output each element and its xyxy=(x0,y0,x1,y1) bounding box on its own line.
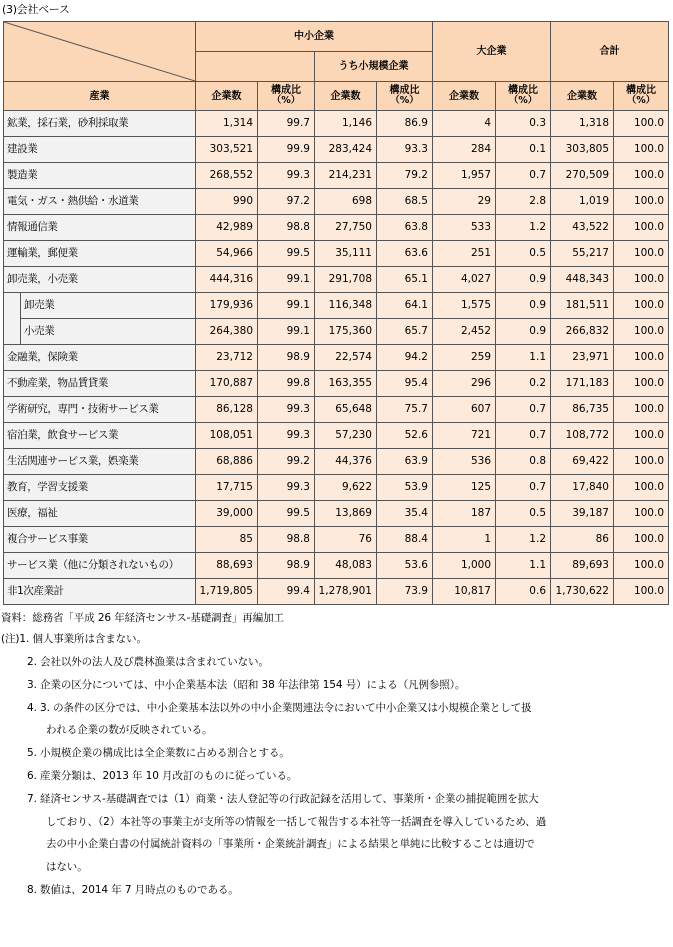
small-ratio-cell: 73.9 xyxy=(377,579,433,605)
total-count-cell: 270,509 xyxy=(551,163,614,189)
table-body xyxy=(4,111,669,605)
ratio-line2: （%） xyxy=(390,95,419,107)
header-sme-blank xyxy=(196,52,315,82)
large-count-cell: 533 xyxy=(433,215,496,241)
note-2: 2. 会社以外の法人及び農林漁業は含まれていない。 xyxy=(27,656,269,668)
small-count-cell: 65,648 xyxy=(315,397,377,423)
industry-label: 宿泊業，飲食サービス業 xyxy=(4,423,196,449)
table-row xyxy=(4,475,669,501)
table-row xyxy=(4,371,669,397)
industry-label: 教育，学習支援業 xyxy=(4,475,196,501)
sme-count-cell: 68,886 xyxy=(196,449,258,475)
industry-label: サービス業（他に分類されないもの） xyxy=(4,553,196,579)
total-count-cell: 181,511 xyxy=(551,293,614,319)
small-ratio-cell: 65.1 xyxy=(377,267,433,293)
column-header-row xyxy=(4,82,669,111)
sme-count-cell: 1,314 xyxy=(196,111,258,137)
large-ratio-cell: 1.2 xyxy=(496,527,551,553)
note-7-cont-2: 去の中小企業白書の付属統計資料の「事業所・企業統計調査」による結果と単純に比較することは適切で xyxy=(46,838,535,850)
large-ratio-cell: 0.9 xyxy=(496,293,551,319)
header-small: うち小規模企業 xyxy=(315,52,433,82)
note-6: 6. 産業分類は、2013 年 10 月改訂のものに従っている。 xyxy=(27,770,298,782)
industry-label: 卸売業 xyxy=(21,293,196,319)
large-count-cell: 1,575 xyxy=(433,293,496,319)
large-ratio-cell: 0.3 xyxy=(496,111,551,137)
industry-label: 学術研究，専門・技術サービス業 xyxy=(4,397,196,423)
sme-ratio-cell: 99.8 xyxy=(258,371,315,397)
note-8: 8. 数値は、2014 年 7 月時点のものである。 xyxy=(27,884,239,896)
large-count-cell: 284 xyxy=(433,137,496,163)
table-row xyxy=(4,579,669,605)
industry-label: 金融業，保険業 xyxy=(4,345,196,371)
table-row xyxy=(4,241,669,267)
large-ratio-cell: 0.7 xyxy=(496,397,551,423)
large-count-cell: 1,957 xyxy=(433,163,496,189)
sme-ratio-cell: 98.8 xyxy=(258,215,315,241)
sme-count-cell: 264,380 xyxy=(196,319,258,345)
large-ratio-cell: 0.9 xyxy=(496,267,551,293)
large-count-cell: 536 xyxy=(433,449,496,475)
sme-count-cell: 88,693 xyxy=(196,553,258,579)
small-count-cell: 163,355 xyxy=(315,371,377,397)
total-ratio-cell: 100.0 xyxy=(614,553,669,579)
small-count-cell: 57,230 xyxy=(315,423,377,449)
total-ratio-cell: 100.0 xyxy=(614,137,669,163)
header-total-count: 企業数 xyxy=(551,82,614,111)
large-count-cell: 607 xyxy=(433,397,496,423)
table-row xyxy=(4,111,669,137)
sme-count-cell: 268,552 xyxy=(196,163,258,189)
note-5: 5. 小規模企業の構成比は全企業数に占める割合とする。 xyxy=(27,747,290,759)
sme-count-cell: 108,051 xyxy=(196,423,258,449)
large-ratio-cell: 1.2 xyxy=(496,215,551,241)
total-ratio-cell: 100.0 xyxy=(614,189,669,215)
large-count-cell: 1,000 xyxy=(433,553,496,579)
large-count-cell: 4 xyxy=(433,111,496,137)
sme-ratio-cell: 98.8 xyxy=(258,527,315,553)
small-count-cell: 214,231 xyxy=(315,163,377,189)
total-count-cell: 303,805 xyxy=(551,137,614,163)
industry-label: 生活関連サービス業，娯楽業 xyxy=(4,449,196,475)
note-7: 7. 経済センサス-基礎調査では（1）商業・法人登記等の行政記録を活用して、事業所・企業の捕捉範囲を拡大 xyxy=(27,793,539,805)
table-row xyxy=(4,501,669,527)
small-ratio-cell: 63.9 xyxy=(377,449,433,475)
total-ratio-cell: 100.0 xyxy=(614,449,669,475)
small-ratio-cell: 79.2 xyxy=(377,163,433,189)
industry-label: 卸売業，小売業 xyxy=(4,267,196,293)
large-count-cell: 259 xyxy=(433,345,496,371)
large-count-cell: 10,817 xyxy=(433,579,496,605)
ratio-line2: （%） xyxy=(626,95,656,107)
small-ratio-cell: 86.9 xyxy=(377,111,433,137)
total-count-cell: 1,318 xyxy=(551,111,614,137)
large-ratio-cell: 0.6 xyxy=(496,579,551,605)
sme-ratio-cell: 99.5 xyxy=(258,241,315,267)
sme-ratio-cell: 99.1 xyxy=(258,319,315,345)
total-ratio-cell: 100.0 xyxy=(614,111,669,137)
total-count-cell: 89,693 xyxy=(551,553,614,579)
small-count-cell: 1,146 xyxy=(315,111,377,137)
small-ratio-cell: 63.8 xyxy=(377,215,433,241)
sme-ratio-cell: 99.1 xyxy=(258,293,315,319)
small-count-cell: 48,083 xyxy=(315,553,377,579)
sme-count-cell: 170,887 xyxy=(196,371,258,397)
total-ratio-cell: 100.0 xyxy=(614,267,669,293)
sme-ratio-cell: 99.3 xyxy=(258,163,315,189)
total-count-cell: 448,343 xyxy=(551,267,614,293)
small-ratio-cell: 93.3 xyxy=(377,137,433,163)
small-count-cell: 44,376 xyxy=(315,449,377,475)
large-count-cell: 251 xyxy=(433,241,496,267)
note-1: (注)1. 個人事業所は含まない。 xyxy=(1,633,147,645)
large-ratio-cell: 0.8 xyxy=(496,449,551,475)
industry-label: 不動産業，物品賃貸業 xyxy=(4,371,196,397)
table-row xyxy=(4,293,669,319)
industry-label: 運輸業，郵便業 xyxy=(4,241,196,267)
diagonal-line xyxy=(4,22,195,81)
sme-ratio-cell: 98.9 xyxy=(258,553,315,579)
total-ratio-cell: 100.0 xyxy=(614,163,669,189)
industry-label: 情報通信業 xyxy=(4,215,196,241)
small-ratio-cell: 53.9 xyxy=(377,475,433,501)
sme-ratio-cell: 99.4 xyxy=(258,579,315,605)
total-ratio-cell: 100.0 xyxy=(614,293,669,319)
sme-count-cell: 990 xyxy=(196,189,258,215)
diagonal-corner-cell xyxy=(4,22,196,82)
table-row xyxy=(4,449,669,475)
large-count-cell: 296 xyxy=(433,371,496,397)
industry-label: 電気・ガス・熱供給・水道業 xyxy=(4,189,196,215)
total-ratio-cell: 100.0 xyxy=(614,579,669,605)
sme-ratio-cell: 98.9 xyxy=(258,345,315,371)
sme-ratio-cell: 99.9 xyxy=(258,137,315,163)
sme-count-cell: 85 xyxy=(196,527,258,553)
small-ratio-cell: 68.5 xyxy=(377,189,433,215)
total-count-cell: 108,772 xyxy=(551,423,614,449)
large-ratio-cell: 0.5 xyxy=(496,501,551,527)
sme-ratio-cell: 99.1 xyxy=(258,267,315,293)
large-ratio-cell: 0.7 xyxy=(496,163,551,189)
small-count-cell: 35,111 xyxy=(315,241,377,267)
large-count-cell: 2,452 xyxy=(433,319,496,345)
total-ratio-cell: 100.0 xyxy=(614,527,669,553)
header-large-ratio xyxy=(496,82,551,111)
large-count-cell: 125 xyxy=(433,475,496,501)
ratio-line1: 構成比 xyxy=(626,85,656,97)
total-ratio-cell: 100.0 xyxy=(614,345,669,371)
total-ratio-cell: 100.0 xyxy=(614,241,669,267)
total-ratio-cell: 100.0 xyxy=(614,215,669,241)
sme-ratio-cell: 99.2 xyxy=(258,449,315,475)
small-ratio-cell: 53.6 xyxy=(377,553,433,579)
large-count-cell: 4,027 xyxy=(433,267,496,293)
sme-count-cell: 179,936 xyxy=(196,293,258,319)
large-ratio-cell: 0.1 xyxy=(496,137,551,163)
sme-count-cell: 42,989 xyxy=(196,215,258,241)
header-sme-ratio xyxy=(258,82,315,111)
total-ratio-cell: 100.0 xyxy=(614,371,669,397)
small-count-cell: 175,360 xyxy=(315,319,377,345)
total-count-cell: 1,019 xyxy=(551,189,614,215)
small-ratio-cell: 64.1 xyxy=(377,293,433,319)
small-ratio-cell: 88.4 xyxy=(377,527,433,553)
table-row xyxy=(4,319,669,345)
table-row xyxy=(4,137,669,163)
small-count-cell: 698 xyxy=(315,189,377,215)
header-total: 合計 xyxy=(551,22,669,82)
sme-count-cell: 23,712 xyxy=(196,345,258,371)
indent-cell xyxy=(4,293,21,319)
header-large: 大企業 xyxy=(433,22,551,82)
small-count-cell: 13,869 xyxy=(315,501,377,527)
sme-count-cell: 17,715 xyxy=(196,475,258,501)
small-ratio-cell: 52.6 xyxy=(377,423,433,449)
small-count-cell: 22,574 xyxy=(315,345,377,371)
ratio-line2: （%） xyxy=(271,95,301,107)
ratio-line1: 構成比 xyxy=(271,85,301,97)
table-row xyxy=(4,189,669,215)
small-count-cell: 291,708 xyxy=(315,267,377,293)
large-ratio-cell: 1.1 xyxy=(496,553,551,579)
small-ratio-cell: 94.2 xyxy=(377,345,433,371)
large-count-cell: 721 xyxy=(433,423,496,449)
table-row xyxy=(4,345,669,371)
table-row xyxy=(4,553,669,579)
small-count-cell: 116,348 xyxy=(315,293,377,319)
header-industry: 産業 xyxy=(4,82,196,111)
section-title: (3)会社ベース xyxy=(2,3,70,16)
sme-ratio-cell: 99.3 xyxy=(258,475,315,501)
sme-ratio-cell: 99.5 xyxy=(258,501,315,527)
total-count-cell: 1,730,622 xyxy=(551,579,614,605)
small-ratio-cell: 95.4 xyxy=(377,371,433,397)
large-ratio-cell: 0.5 xyxy=(496,241,551,267)
sme-count-cell: 39,000 xyxy=(196,501,258,527)
source-note: 資料：総務省「平成 26 年経済センサス-基礎調査」再編加工 xyxy=(1,612,284,624)
small-ratio-cell: 75.7 xyxy=(377,397,433,423)
sme-count-cell: 303,521 xyxy=(196,137,258,163)
total-count-cell: 17,840 xyxy=(551,475,614,501)
sme-ratio-cell: 99.7 xyxy=(258,111,315,137)
large-ratio-cell: 1.1 xyxy=(496,345,551,371)
note-7-cont-3: はない。 xyxy=(46,861,88,873)
total-count-cell: 171,183 xyxy=(551,371,614,397)
table-row xyxy=(4,215,669,241)
sme-ratio-cell: 97.2 xyxy=(258,189,315,215)
large-ratio-cell: 0.2 xyxy=(496,371,551,397)
note-7-cont-1: しており、（2）本社等の事業主が支所等の情報を一括して報告する本社等一括調査を導入しているため、過 xyxy=(46,816,547,828)
industry-label: 小売業 xyxy=(21,319,196,345)
industry-label: 複合サービス事業 xyxy=(4,527,196,553)
large-ratio-cell: 0.7 xyxy=(496,423,551,449)
table-row xyxy=(4,397,669,423)
sme-ratio-cell: 99.3 xyxy=(258,397,315,423)
ratio-line1: 構成比 xyxy=(389,85,420,97)
total-count-cell: 43,522 xyxy=(551,215,614,241)
total-ratio-cell: 100.0 xyxy=(614,423,669,449)
small-ratio-cell: 35.4 xyxy=(377,501,433,527)
sme-count-cell: 444,316 xyxy=(196,267,258,293)
total-ratio-cell: 100.0 xyxy=(614,475,669,501)
large-ratio-cell: 0.7 xyxy=(496,475,551,501)
header-sme-count: 企業数 xyxy=(196,82,258,111)
table-row xyxy=(4,527,669,553)
total-count-cell: 23,971 xyxy=(551,345,614,371)
total-count-cell: 86 xyxy=(551,527,614,553)
industry-label: 建設業 xyxy=(4,137,196,163)
small-count-cell: 76 xyxy=(315,527,377,553)
sme-count-cell: 1,719,805 xyxy=(196,579,258,605)
note-4-cont: われる企業の数が反映されている。 xyxy=(46,724,213,736)
sme-count-cell: 86,128 xyxy=(196,397,258,423)
large-count-cell: 29 xyxy=(433,189,496,215)
header-small-ratio xyxy=(377,82,433,111)
small-count-cell: 1,278,901 xyxy=(315,579,377,605)
ratio-line2: （%） xyxy=(508,95,538,107)
total-count-cell: 55,217 xyxy=(551,241,614,267)
header-large-count: 企業数 xyxy=(433,82,496,111)
industry-label: 鉱業，採石業，砂利採取業 xyxy=(4,111,196,137)
industry-label: 非1次産業計 xyxy=(4,579,196,605)
small-ratio-cell: 63.6 xyxy=(377,241,433,267)
small-count-cell: 9,622 xyxy=(315,475,377,501)
small-count-cell: 27,750 xyxy=(315,215,377,241)
industry-label: 製造業 xyxy=(4,163,196,189)
large-count-cell: 187 xyxy=(433,501,496,527)
large-count-cell: 1 xyxy=(433,527,496,553)
small-count-cell: 283,424 xyxy=(315,137,377,163)
header-total-ratio xyxy=(614,82,669,111)
total-ratio-cell: 100.0 xyxy=(614,319,669,345)
header-sme: 中小企業 xyxy=(196,22,433,52)
total-count-cell: 69,422 xyxy=(551,449,614,475)
total-ratio-cell: 100.0 xyxy=(614,397,669,423)
table-row xyxy=(4,423,669,449)
note-3: 3. 企業の区分については、中小企業基本法（昭和 38 年法律第 154 号）による（凡例参照）。 xyxy=(27,679,466,691)
header-small-count: 企業数 xyxy=(315,82,377,111)
small-ratio-cell: 65.7 xyxy=(377,319,433,345)
industry-label: 医療，福祉 xyxy=(4,501,196,527)
sme-count-cell: 54,966 xyxy=(196,241,258,267)
large-ratio-cell: 2.8 xyxy=(496,189,551,215)
note-4: 4. 3. の条件の区分では、中小企業基本法以外の中小企業関連法令において中小企業又は小規模企業として扱 xyxy=(27,702,532,714)
ratio-line1: 構成比 xyxy=(508,85,538,97)
total-count-cell: 39,187 xyxy=(551,501,614,527)
large-ratio-cell: 0.9 xyxy=(496,319,551,345)
sme-ratio-cell: 99.3 xyxy=(258,423,315,449)
table-row xyxy=(4,163,669,189)
enterprise-table xyxy=(3,21,669,605)
total-count-cell: 86,735 xyxy=(551,397,614,423)
table-row xyxy=(4,267,669,293)
total-count-cell: 266,832 xyxy=(551,319,614,345)
total-ratio-cell: 100.0 xyxy=(614,501,669,527)
indent-cell xyxy=(4,319,21,345)
